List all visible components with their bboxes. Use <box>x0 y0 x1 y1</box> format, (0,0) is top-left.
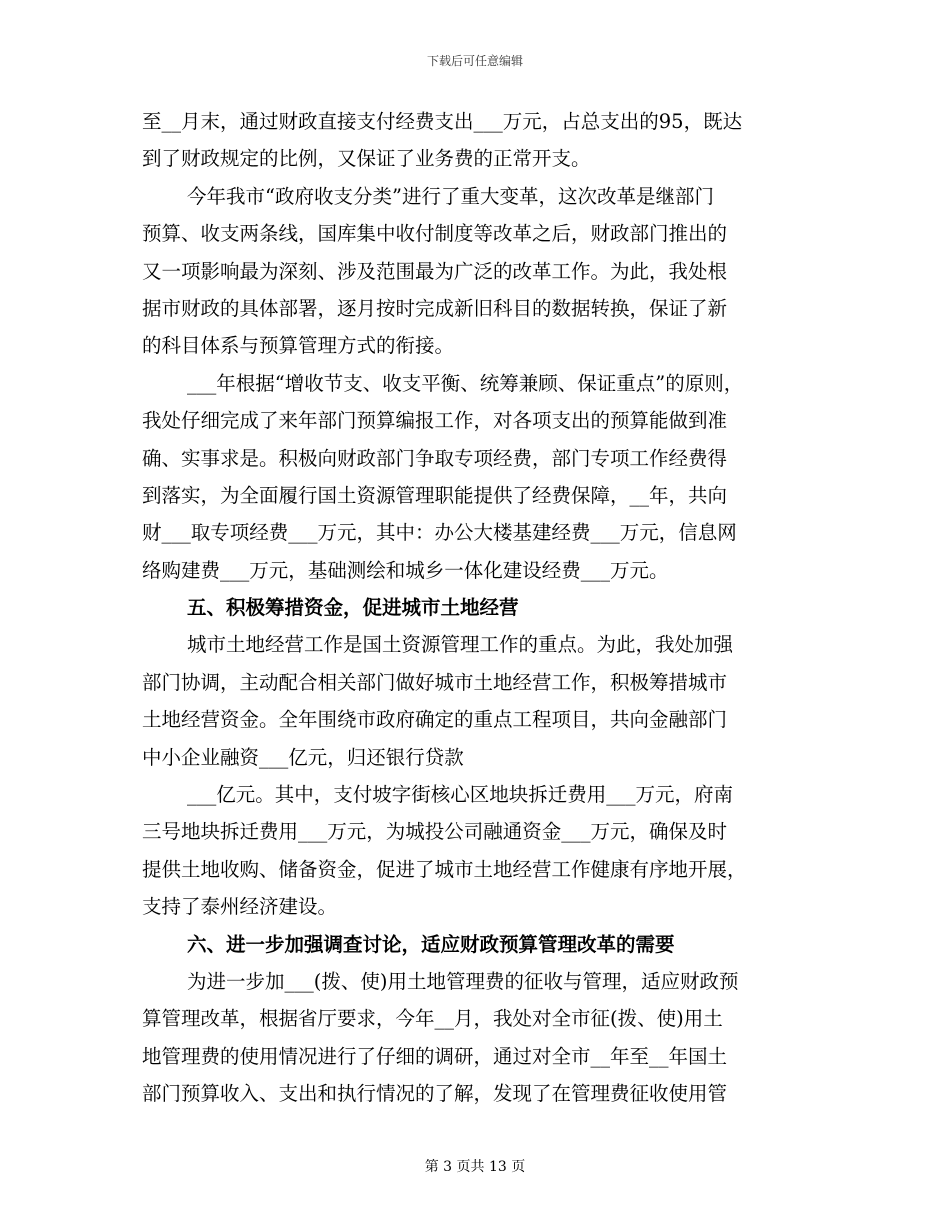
text-line: 部门协调，主动配合相关部门做好城市土地经营工作，积极筹措城市 <box>142 670 728 694</box>
text-line: 支持了泰州经济建设。 <box>142 895 338 919</box>
page-number-footer: 第 3 页共 13 页 <box>424 1159 526 1175</box>
text-line: 又一项影响最为深刻、涉及范围最为广泛的改革工作。为此，我处根 <box>142 259 728 283</box>
page-header: 下载后可任意编辑 <box>426 54 523 68</box>
text-line: 至__月末，通过财政直接支付经费支出___万元，占总支出的95，既达 <box>142 110 743 133</box>
text-line: 中小企业融资___亿元，归还银行贷款 <box>142 745 464 769</box>
text-line: 预算、收支两条线，国库集中收付制度等改革之后，财政部门推出的 <box>142 222 728 246</box>
text-line: ___年根据“增收节支、收支平衡、统筹兼顾、保证重点”的原则， <box>187 371 744 395</box>
text-line: 土地经营资金。全年围绕市政府确定的重点工程项目，共向金融部门 <box>142 708 728 732</box>
section-heading: 六、进一步加强调查讨论，适应财政预算管理改革的需要 <box>187 932 675 956</box>
text-line: 络购建费___万元，基础测绘和城乡一体化建设经费___万元。 <box>142 558 669 582</box>
text-line: 到落实，为全面履行国土资源管理职能提供了经费保障，__年，共向 <box>142 483 728 507</box>
text-line: 提供土地收购、储备资金，促进了城市土地经营工作健康有序地开展， <box>142 857 747 881</box>
text-line: 城市土地经营工作是国土资源管理工作的重点。为此，我处加强 <box>187 633 734 657</box>
text-line: 到了财政规定的比例，又保证了业务费的正常开支。 <box>142 147 591 171</box>
section-heading: 五、积极筹措资金，促进城市土地经营 <box>187 596 519 620</box>
text-line: 确、实事求是。积极向财政部门争取专项经费，部门专项工作经费得 <box>142 446 728 470</box>
text-line: 我处仔细完成了来年部门预算编报工作，对各项支出的预算能做到准 <box>142 409 728 433</box>
text-line: 今年我市“政府收支分类”进行了重大变革，这次改革是继部门 <box>187 184 714 208</box>
text-line: 部门预算收入、支出和执行情况的了解，发现了在管理费征收使用管 <box>142 1082 728 1106</box>
text-line: 据市财政的具体部署，逐月按时完成新旧科目的数据转换，保证了新 <box>142 296 728 320</box>
document-body <box>142 103 822 1113</box>
text-line: 三号地块拆迁费用___万元，为城投公司融通资金___万元，确保及时 <box>142 820 728 844</box>
text-line: 的科目体系与预算管理方式的衔接。 <box>142 334 455 358</box>
text-line: 地管理费的使用情况进行了仔细的调研，通过对全市__年至__年国土 <box>142 1044 728 1068</box>
text-line: 财___取专项经费___万元，其中：办公大楼基建经费___万元，信息网 <box>142 521 737 545</box>
text-line: 为进一步加___(拨、使)用土地管理费的征收与管理，适应财政预 <box>187 969 739 993</box>
text-line: 算管理改革，根据省厅要求，今年__月，我处对全市征(拨、使)用土 <box>142 1007 723 1031</box>
text-line: ___亿元。其中，支付坡字街核心区地块拆迁费用___万元，府南 <box>187 783 734 807</box>
